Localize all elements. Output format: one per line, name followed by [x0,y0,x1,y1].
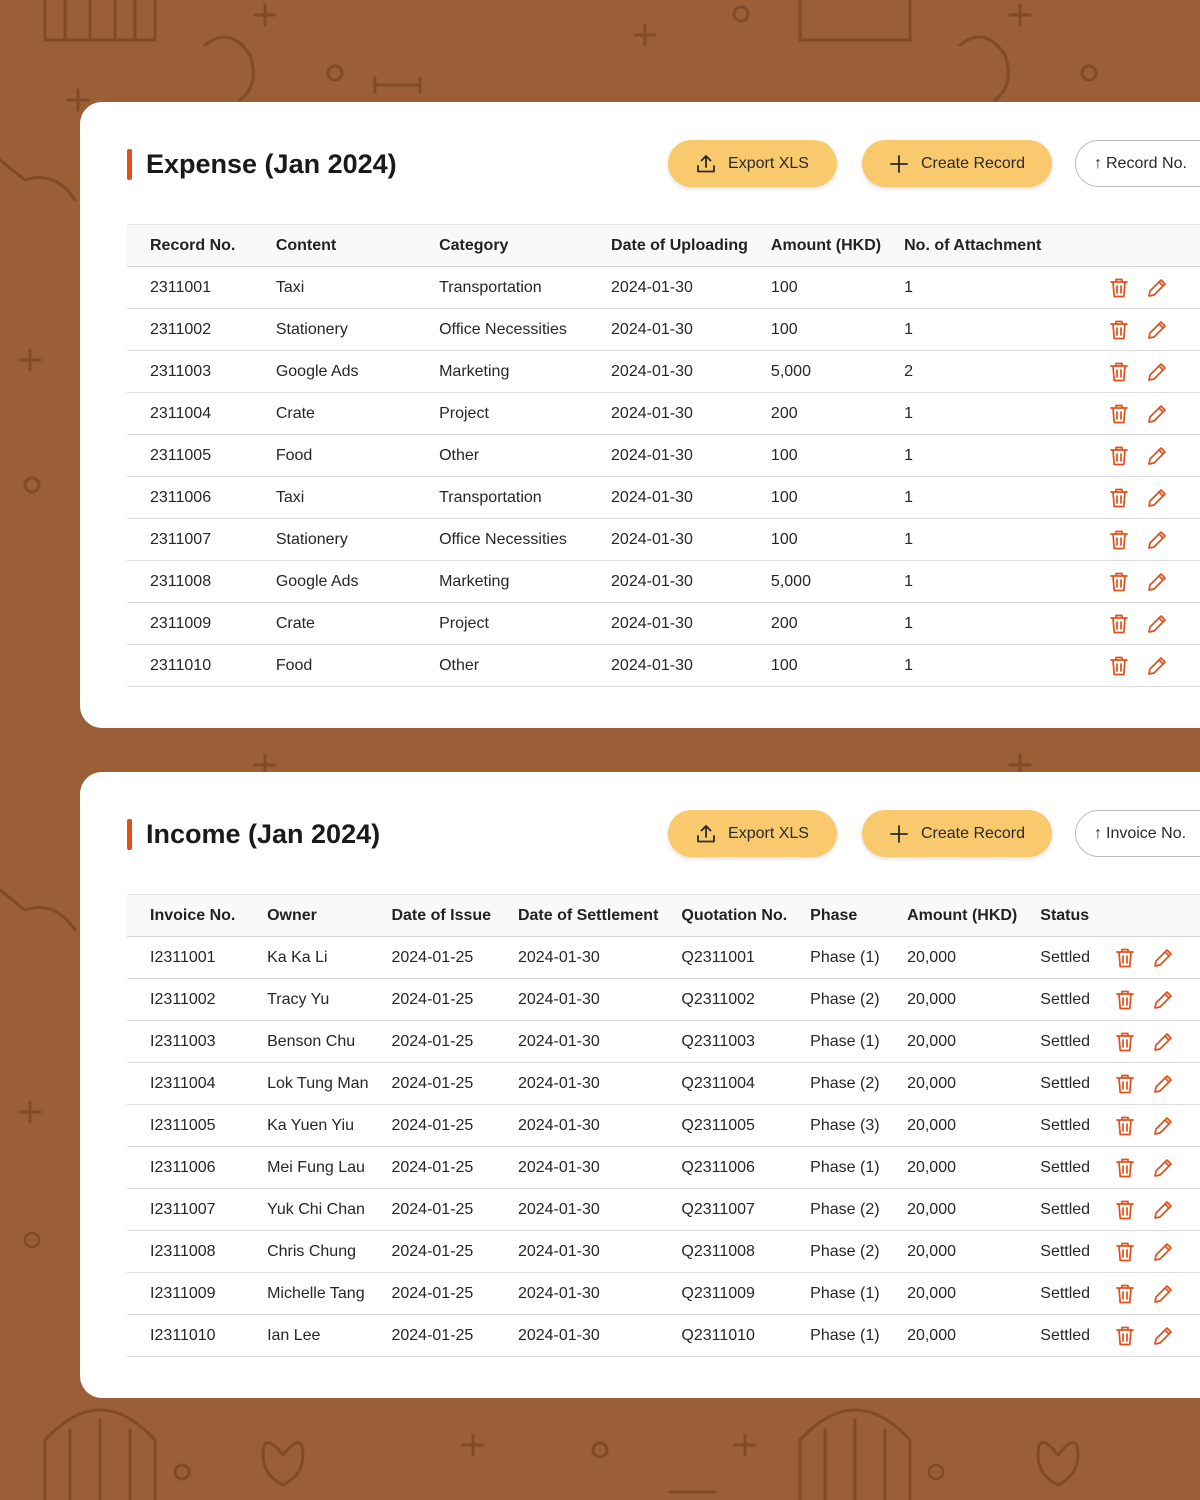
row-actions-group [1098,613,1200,635]
row-actions [1098,267,1200,309]
cell-date-of-uploading: 2024-01-30 [588,393,748,435]
cell-phase: Phase (1) [787,1021,884,1063]
cell-date-of-issue: 2024-01-25 [368,1063,494,1105]
expense-table [127,224,1200,687]
pencil-icon[interactable] [1146,487,1168,509]
table-row[interactable] [127,1189,1200,1231]
expense-export-label: Export XLS [728,154,809,172]
cell-date-of-settlement: 2024-01-30 [495,1189,658,1231]
cell-quotation-no: Q2311009 [658,1273,787,1315]
pattern-cat-icon [0,160,75,930]
trash-icon[interactable] [1109,529,1129,551]
cell-invoice-no: I2311008 [127,1231,244,1273]
row-actions [1104,1315,1200,1357]
plus-icon [889,824,909,844]
table-row[interactable] [127,351,1200,393]
cell-phase: Phase (2) [787,1231,884,1273]
cell-amount: 20,000 [884,937,1017,979]
cell-date-of-uploading: 2024-01-30 [588,477,748,519]
row-actions [1104,1063,1200,1105]
cell-attachments: 1 [881,267,1098,309]
upload-icon [696,154,716,174]
trash-icon[interactable] [1109,277,1129,299]
cell-category: Office Necessities [416,309,588,351]
row-actions [1098,519,1200,561]
upload-icon [696,824,716,844]
row-actions-group [1104,1199,1200,1221]
cell-record-no: 2311006 [127,477,253,519]
table-header-row [127,225,1200,267]
trash-icon[interactable] [1115,1157,1135,1179]
income-sort-label: Invoice No. [1106,824,1187,842]
cell-attachments: 1 [881,477,1098,519]
cell-amount: 20,000 [884,1315,1017,1357]
row-actions-group [1098,571,1200,593]
pencil-icon[interactable] [1146,277,1168,299]
row-actions-group [1104,1157,1200,1179]
row-actions [1104,1021,1200,1063]
trash-icon[interactable] [1115,989,1135,1011]
row-actions [1098,309,1200,351]
income-card [80,772,1200,1398]
cell-quotation-no: Q2311010 [658,1315,787,1357]
cell-attachments: 1 [881,603,1098,645]
expense-export-xls-button[interactable] [668,140,837,187]
cell-owner: Ka Ka Li [244,937,368,979]
cell-amount: 20,000 [884,979,1017,1021]
arrow-up-icon: ↑ [1094,824,1102,842]
cell-quotation-no: Q2311008 [658,1231,787,1273]
row-actions-group [1098,361,1200,383]
cell-date-of-issue: 2024-01-25 [368,1021,494,1063]
cell-owner: Chris Chung [244,1231,368,1273]
pencil-icon[interactable] [1146,655,1168,677]
trash-icon[interactable] [1115,1283,1135,1305]
cell-date-of-issue: 2024-01-25 [368,937,494,979]
cell-date-of-uploading: 2024-01-30 [588,351,748,393]
pencil-icon[interactable] [1146,529,1168,551]
pencil-icon[interactable] [1146,403,1168,425]
trash-icon[interactable] [1109,655,1129,677]
income-create-record-button[interactable] [862,810,1052,857]
row-actions [1098,561,1200,603]
table-row[interactable] [127,1105,1200,1147]
cell-owner: Benson Chu [244,1021,368,1063]
row-actions [1104,937,1200,979]
trash-icon[interactable] [1115,947,1135,969]
table-header-row [127,895,1200,937]
cell-attachments: 1 [881,435,1098,477]
cell-amount: 20,000 [884,1231,1017,1273]
cell-status: Settled [1017,1231,1104,1273]
trash-icon[interactable] [1115,1115,1135,1137]
cell-quotation-no: Q2311003 [658,1021,787,1063]
cell-invoice-no: I2311009 [127,1273,244,1315]
cell-date-of-uploading: 2024-01-30 [588,309,748,351]
cell-category: Other [416,645,588,687]
cell-phase: Phase (2) [787,1189,884,1231]
cell-quotation-no: Q2311004 [658,1063,787,1105]
row-actions-group [1104,1115,1200,1137]
cell-content: Google Ads [253,351,416,393]
cell-record-no: 2311003 [127,351,253,393]
cell-date-of-uploading: 2024-01-30 [588,561,748,603]
trash-icon[interactable] [1109,571,1129,593]
cell-date-of-issue: 2024-01-25 [368,1105,494,1147]
pencil-icon[interactable] [1146,613,1168,635]
cell-date-of-issue: 2024-01-25 [368,1315,494,1357]
cell-quotation-no: Q2311002 [658,979,787,1021]
expense-create-label: Create Record [920,154,1026,172]
row-actions-group [1104,1283,1200,1305]
cell-date-of-issue: 2024-01-25 [368,1273,494,1315]
column-header-content[interactable]: Content [253,225,416,267]
cell-phase: Phase (3) [787,1105,884,1147]
cell-amount: 100 [748,435,881,477]
cell-amount: 100 [748,309,881,351]
row-actions [1104,1147,1200,1189]
income-export-xls-button[interactable] [668,810,837,857]
cell-invoice-no: I2311010 [127,1315,244,1357]
cell-amount: 5,000 [748,561,881,603]
cell-date-of-uploading: 2024-01-30 [588,645,748,687]
cell-phase: Phase (1) [787,1147,884,1189]
cell-owner: Tracy Yu [244,979,368,1021]
row-actions-group [1104,1325,1200,1347]
row-actions [1098,603,1200,645]
cell-date-of-settlement: 2024-01-30 [495,1105,658,1147]
cell-category: Transportation [416,267,588,309]
column-header-actions [1098,225,1200,267]
cell-quotation-no: Q2311005 [658,1105,787,1147]
column-header-status[interactable]: Status [1017,895,1104,937]
column-header-attachments[interactable]: No. of Attachment [881,225,1098,267]
trash-icon[interactable] [1109,487,1129,509]
cell-amount: 20,000 [884,1105,1017,1147]
column-header-invoice-no[interactable]: Invoice No. [127,895,244,937]
income-table-body [127,937,1200,1357]
cell-date-of-issue: 2024-01-25 [368,979,494,1021]
cell-date-of-settlement: 2024-01-30 [495,1063,658,1105]
cell-category: Marketing [416,351,588,393]
table-row[interactable] [127,979,1200,1021]
cell-record-no: 2311010 [127,645,253,687]
row-actions-group [1098,445,1200,467]
cell-owner: Ian Lee [244,1315,368,1357]
row-actions [1104,1189,1200,1231]
cell-phase: Phase (2) [787,1063,884,1105]
pencil-icon[interactable] [1146,571,1168,593]
income-create-label: Create Record [920,824,1026,842]
cell-owner: Ka Yuen Yiu [244,1105,368,1147]
pencil-icon[interactable] [1152,1073,1174,1095]
column-header-date-of-uploading[interactable]: Date of Uploading [588,225,748,267]
cell-status: Settled [1017,979,1104,1021]
table-row[interactable] [127,309,1200,351]
cell-date-of-settlement: 2024-01-30 [495,1315,658,1357]
cell-status: Settled [1017,1063,1104,1105]
cell-content: Taxi [253,477,416,519]
row-actions-group [1098,487,1200,509]
row-actions [1104,1231,1200,1273]
column-header-date-of-issue[interactable]: Date of Issue [368,895,494,937]
row-actions-group [1104,947,1200,969]
cell-date-of-uploading: 2024-01-30 [588,519,748,561]
pencil-icon[interactable] [1152,1199,1174,1221]
cell-attachments: 1 [881,309,1098,351]
pencil-icon[interactable] [1146,319,1168,341]
row-actions [1098,435,1200,477]
row-actions-group [1104,989,1200,1011]
cell-attachments: 2 [881,351,1098,393]
cell-category: Transportation [416,477,588,519]
table-row[interactable] [127,1315,1200,1357]
table-row[interactable] [127,1021,1200,1063]
cell-amount: 20,000 [884,1189,1017,1231]
cell-amount: 200 [748,393,881,435]
cell-content: Food [253,435,416,477]
cell-owner: Mei Fung Lau [244,1147,368,1189]
table-row[interactable] [127,435,1200,477]
cell-invoice-no: I2311003 [127,1021,244,1063]
column-header-category[interactable]: Category [416,225,588,267]
pencil-icon[interactable] [1152,989,1174,1011]
table-row[interactable] [127,937,1200,979]
trash-icon[interactable] [1109,613,1129,635]
row-actions-group [1098,319,1200,341]
row-actions-group [1098,655,1200,677]
expense-card-content [80,102,1200,728]
expense-sort-label: Record No. [1106,154,1187,172]
pencil-icon[interactable] [1152,1325,1174,1347]
cell-content: Google Ads [253,561,416,603]
cell-record-no: 2311008 [127,561,253,603]
row-actions [1098,351,1200,393]
trash-icon[interactable] [1115,1325,1135,1347]
column-header-date-of-settlement[interactable]: Date of Settlement [495,895,658,937]
trash-icon[interactable] [1109,319,1129,341]
pencil-icon[interactable] [1146,361,1168,383]
cell-record-no: 2311005 [127,435,253,477]
cell-status: Settled [1017,1105,1104,1147]
cell-amount: 100 [748,267,881,309]
cell-amount: 100 [748,519,881,561]
table-row[interactable] [127,1147,1200,1189]
cell-date-of-settlement: 2024-01-30 [495,1021,658,1063]
cell-amount: 20,000 [884,1063,1017,1105]
table-row[interactable] [127,603,1200,645]
cell-content: Food [253,645,416,687]
cell-content: Taxi [253,267,416,309]
row-actions-group [1098,529,1200,551]
table-row[interactable] [127,1063,1200,1105]
row-actions [1098,477,1200,519]
column-header-record-no[interactable]: Record No. [127,225,253,267]
income-title: Income (Jan 2024) [146,819,381,849]
table-row[interactable] [127,393,1200,435]
expense-card [80,102,1200,728]
row-actions [1104,1273,1200,1315]
cell-date-of-settlement: 2024-01-30 [495,1147,658,1189]
cell-attachments: 1 [881,645,1098,687]
cell-date-of-issue: 2024-01-25 [368,1147,494,1189]
cell-owner: Lok Tung Man [244,1063,368,1105]
cell-category: Office Necessities [416,519,588,561]
table-row[interactable] [127,1231,1200,1273]
cell-date-of-uploading: 2024-01-30 [588,435,748,477]
expense-table-body [127,267,1200,687]
pencil-icon[interactable] [1152,947,1174,969]
row-actions [1098,645,1200,687]
column-header-actions [1104,895,1200,937]
pencil-icon[interactable] [1152,1157,1174,1179]
arrow-up-icon: ↑ [1094,154,1102,172]
cell-date-of-issue: 2024-01-25 [368,1231,494,1273]
cell-status: Settled [1017,1021,1104,1063]
cell-record-no: 2311004 [127,393,253,435]
trash-icon[interactable] [1115,1073,1135,1095]
cell-date-of-uploading: 2024-01-30 [588,267,748,309]
trash-icon[interactable] [1109,445,1129,467]
column-header-amount[interactable]: Amount (HKD) [884,895,1017,937]
income-sort-invoice-no-button[interactable] [1075,810,1200,857]
cell-status: Settled [1017,937,1104,979]
column-header-quotation-no[interactable]: Quotation No. [658,895,787,937]
cell-date-of-issue: 2024-01-25 [368,1189,494,1231]
cell-amount: 20,000 [884,1021,1017,1063]
cell-phase: Phase (1) [787,937,884,979]
pencil-icon[interactable] [1152,1031,1174,1053]
trash-icon[interactable] [1115,1199,1135,1221]
pattern-parrot-icon [205,37,1008,100]
cell-amount: 100 [748,645,881,687]
cell-quotation-no: Q2311007 [658,1189,787,1231]
row-actions-group [1104,1031,1200,1053]
trash-icon[interactable] [1109,361,1129,383]
cell-quotation-no: Q2311001 [658,937,787,979]
cell-owner: Michelle Tang [244,1273,368,1315]
pencil-icon[interactable] [1152,1283,1174,1305]
cell-invoice-no: I2311006 [127,1147,244,1189]
cell-record-no: 2311007 [127,519,253,561]
cell-content: Stationery [253,309,416,351]
table-row[interactable] [127,1273,1200,1315]
column-header-phase[interactable]: Phase [787,895,884,937]
cell-status: Settled [1017,1315,1104,1357]
table-row[interactable] [127,645,1200,687]
cell-category: Project [416,603,588,645]
cell-owner: Yuk Chi Chan [244,1189,368,1231]
cell-phase: Phase (2) [787,979,884,1021]
row-actions [1104,979,1200,1021]
table-row[interactable] [127,519,1200,561]
row-actions-group [1104,1073,1200,1095]
cell-amount: 20,000 [884,1273,1017,1315]
column-header-owner[interactable]: Owner [244,895,368,937]
trash-icon[interactable] [1115,1031,1135,1053]
cell-attachments: 1 [881,393,1098,435]
cell-amount: 5,000 [748,351,881,393]
title-accent-bar [127,149,132,180]
cell-date-of-settlement: 2024-01-30 [495,937,658,979]
cell-amount: 200 [748,603,881,645]
cell-invoice-no: I2311002 [127,979,244,1021]
cell-category: Marketing [416,561,588,603]
expense-create-record-button[interactable] [862,140,1052,187]
income-export-label: Export XLS [728,824,809,842]
cell-attachments: 1 [881,561,1098,603]
cell-phase: Phase (1) [787,1273,884,1315]
table-row[interactable] [127,267,1200,309]
cell-content: Crate [253,603,416,645]
row-actions-group [1098,277,1200,299]
table-row[interactable] [127,477,1200,519]
pattern-heart-icon [263,1443,1078,1486]
pencil-icon[interactable] [1146,445,1168,467]
row-actions-group [1098,403,1200,425]
cell-quotation-no: Q2311006 [658,1147,787,1189]
plus-icon [889,154,909,174]
trash-icon[interactable] [1115,1241,1135,1263]
cell-status: Settled [1017,1273,1104,1315]
cell-category: Other [416,435,588,477]
cell-date-of-uploading: 2024-01-30 [588,603,748,645]
cell-date-of-settlement: 2024-01-30 [495,1273,658,1315]
cell-amount: 20,000 [884,1147,1017,1189]
cell-content: Stationery [253,519,416,561]
row-actions [1098,393,1200,435]
cell-status: Settled [1017,1189,1104,1231]
row-actions-group [1104,1241,1200,1263]
pencil-icon[interactable] [1152,1241,1174,1263]
cell-invoice-no: I2311007 [127,1189,244,1231]
cell-date-of-settlement: 2024-01-30 [495,979,658,1021]
cell-invoice-no: I2311001 [127,937,244,979]
pencil-icon[interactable] [1152,1115,1174,1137]
cell-amount: 100 [748,477,881,519]
cell-invoice-no: I2311005 [127,1105,244,1147]
expense-title: Expense (Jan 2024) [146,149,397,179]
cell-status: Settled [1017,1147,1104,1189]
title-accent-bar [127,819,132,850]
expense-sort-record-no-button[interactable] [1075,140,1200,187]
cell-phase: Phase (1) [787,1315,884,1357]
cell-invoice-no: I2311004 [127,1063,244,1105]
cell-date-of-settlement: 2024-01-30 [495,1231,658,1273]
income-card-content [80,772,1200,1398]
cell-content: Crate [253,393,416,435]
income-table [127,894,1200,1357]
cell-attachments: 1 [881,519,1098,561]
cell-record-no: 2311009 [127,603,253,645]
row-actions [1104,1105,1200,1147]
cell-category: Project [416,393,588,435]
column-header-amount[interactable]: Amount (HKD) [748,225,881,267]
trash-icon[interactable] [1109,403,1129,425]
table-row[interactable] [127,561,1200,603]
cell-record-no: 2311002 [127,309,253,351]
cell-record-no: 2311001 [127,267,253,309]
